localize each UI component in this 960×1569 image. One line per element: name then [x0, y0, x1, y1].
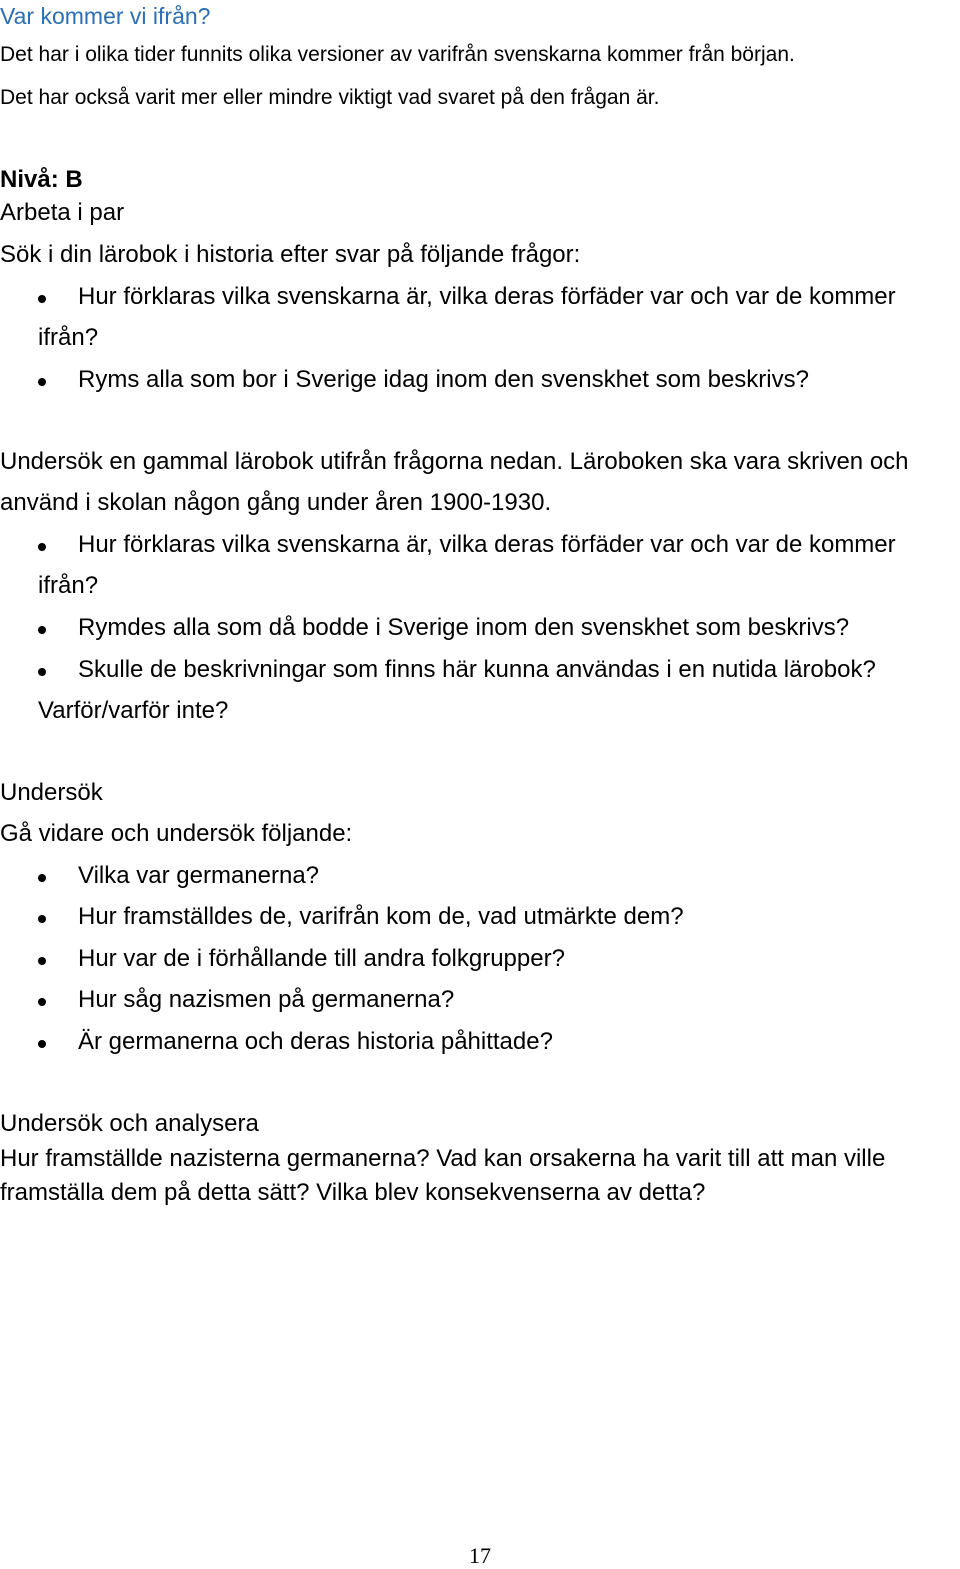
- section4-heading: Undersök och analysera: [0, 1110, 259, 1137]
- section2-line-2: använd i skolan någon gång under åren 1900-1930.: [0, 489, 552, 516]
- section3-bullet-3: Hur var de i förhållande till andra folkgrupper?: [78, 945, 565, 972]
- section2-bullet-2: Rymdes alla som då bodde i Sverige inom den svenskhet som beskrivs?: [78, 614, 850, 641]
- page-number: 17: [469, 1543, 491, 1568]
- section3-heading: Undersök: [0, 779, 103, 806]
- section3-bullet-4: Hur såg nazismen på germanerna?: [78, 986, 455, 1013]
- bullet-icon: [38, 1040, 46, 1048]
- section4-line-1: Hur framställde nazisterna germanerna? Vad kan orsakerna ha varit till att man ville: [0, 1145, 886, 1172]
- section3-bullet-2: Hur framställdes de, varifrån kom de, vad utmärkte dem?: [78, 903, 684, 930]
- section4-line-2: framställa dem på detta sätt? Vilka blev konsekvenserna av detta?: [0, 1179, 706, 1206]
- bullet-icon: [38, 378, 46, 386]
- intro-line-2: Det har också varit mer eller mindre viktigt vad svaret på den frågan är.: [0, 86, 660, 109]
- bullet-icon: [38, 874, 46, 882]
- section1-bullet-1-cont: ifrån?: [38, 324, 99, 351]
- bullet-icon: [38, 998, 46, 1006]
- section3-bullet-1: Vilka var germanerna?: [78, 862, 320, 889]
- section1-bullet-1: Hur förklaras vilka svenskarna är, vilka deras förfäder var och var de kommer: [78, 283, 896, 310]
- bullet-icon: [38, 668, 46, 676]
- section2-line-1: Undersök en gammal lärobok utifrån frågorna nedan. Läroboken ska vara skriven och: [0, 448, 909, 475]
- page-title: Var kommer vi ifrån?: [0, 3, 211, 29]
- section1-line-1: Arbeta i par: [0, 199, 125, 226]
- section2-bullet-1: Hur förklaras vilka svenskarna är, vilka deras förfäder var och var de kommer: [78, 531, 896, 558]
- section2-bullet-3-cont: Varför/varför inte?: [38, 697, 229, 724]
- intro-line-1: Det har i olika tider funnits olika versioner av varifrån svenskarna kommer från början.: [0, 43, 795, 66]
- section3-line-1: Gå vidare och undersök följande:: [0, 820, 353, 847]
- section1-bullet-2: Ryms alla som bor i Sverige idag inom den svenskhet som beskrivs?: [78, 366, 809, 393]
- bullet-icon: [38, 295, 46, 303]
- bullet-icon: [38, 626, 46, 634]
- section2-bullet-1-cont: ifrån?: [38, 572, 99, 599]
- section2-bullet-3: Skulle de beskrivningar som finns här kunna användas i en nutida lärobok?: [78, 656, 876, 683]
- bullet-icon: [38, 915, 46, 923]
- level-heading: Nivå: B: [0, 166, 83, 193]
- bullet-icon: [38, 543, 46, 551]
- section3-bullet-5: Är germanerna och deras historia påhittade?: [78, 1028, 553, 1055]
- section1-line-2: Sök i din lärobok i historia efter svar på följande frågor:: [0, 241, 581, 268]
- bullet-icon: [38, 957, 46, 965]
